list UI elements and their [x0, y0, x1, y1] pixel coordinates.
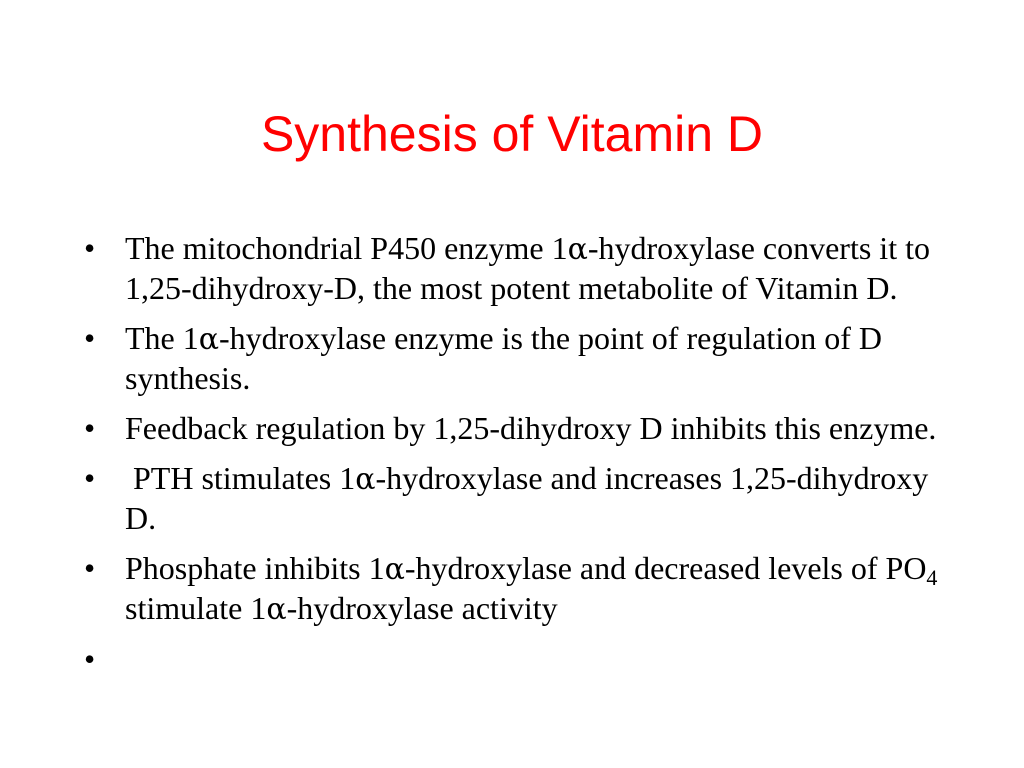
bullet-marker: •: [84, 550, 96, 586]
bullet-item-4: [84, 459, 944, 538]
bullet-marker: •: [84, 410, 96, 446]
bullet-item-1: [84, 229, 944, 308]
slide-title: Synthesis of Vitamin D: [260, 106, 764, 162]
bullet-text: Phosphate inhibits 1α-hydroxylase and decreased levels of $PO_4$ stimulate 1α-hydroxylase activity: [125, 550, 946, 627]
bullet-marker: •: [84, 230, 96, 266]
bullet-text: Feedback regulation by 1,25-dihydroxy D inhibits this enzyme.: [125, 410, 937, 446]
bullet-marker: •: [84, 641, 96, 677]
bullet-text: The 1α-hydroxylase enzyme is the point of regulation of D synthesis.: [125, 320, 882, 396]
bullet-marker: •: [84, 320, 96, 356]
bullet-marker: •: [84, 460, 96, 496]
bullet-text: PTH stimulates 1α-hydroxylase and increases 1,25-dihydroxy D.: [125, 460, 937, 536]
bullet-item-5: [84, 549, 944, 629]
bullet-list: [84, 229, 946, 677]
bullet-item-2: [84, 319, 944, 398]
bullet-text: The mitochondrial P450 enzyme 1α-hydroxylase converts it to 1,25-dihydroxy-D, the most potent metabolite of Vitamin D.: [125, 230, 930, 306]
bullet-item-3: [84, 409, 944, 448]
